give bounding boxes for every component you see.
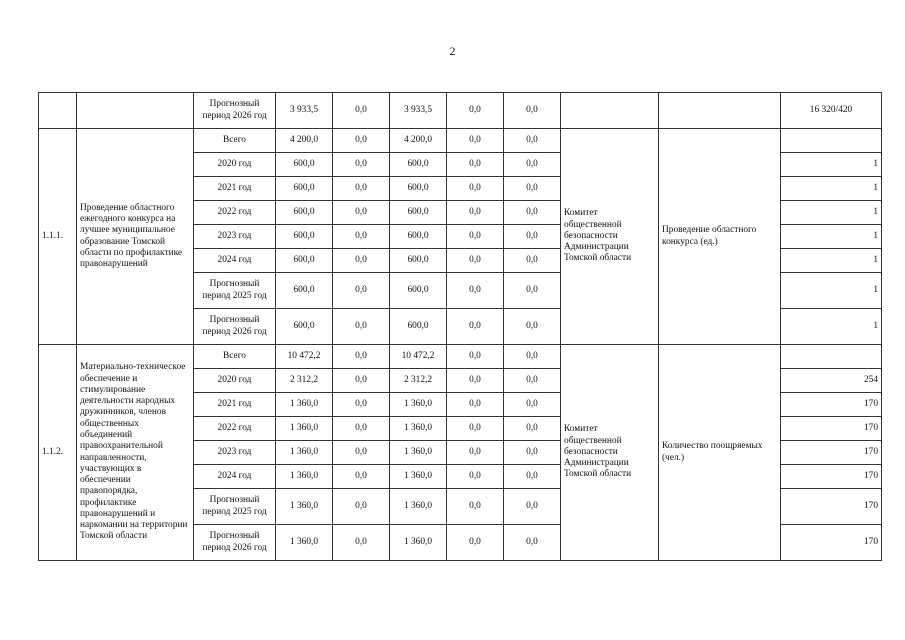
period-cell: 2024 год — [194, 465, 276, 489]
value-cell: 0,0 — [447, 441, 504, 465]
value-cell: 4 200,0 — [390, 129, 447, 153]
executor-cell — [561, 93, 659, 129]
value-cell: 0,0 — [333, 201, 390, 225]
value-cell: 0,0 — [504, 177, 561, 201]
value-cell: 1 360,0 — [276, 525, 333, 561]
value-cell: 0,0 — [504, 249, 561, 273]
name-cell — [77, 93, 194, 129]
indicator-value-cell: 1 — [781, 201, 882, 225]
value-cell: 0,0 — [333, 129, 390, 153]
value-cell: 0,0 — [333, 309, 390, 345]
item-number: 1.1.1. — [39, 129, 77, 345]
value-cell: 1 360,0 — [390, 417, 447, 441]
value-cell: 0,0 — [504, 417, 561, 441]
value-cell: 0,0 — [333, 369, 390, 393]
indicator-value-cell: 1 — [781, 273, 882, 309]
value-cell: 0,0 — [447, 393, 504, 417]
value-cell: 0,0 — [333, 489, 390, 525]
value-cell: 0,0 — [447, 249, 504, 273]
indicator-value-cell: 170 — [781, 393, 882, 417]
value-cell: 0,0 — [333, 465, 390, 489]
value-cell: 0,0 — [333, 441, 390, 465]
value-cell: 1 360,0 — [390, 489, 447, 525]
value-cell: 0,0 — [333, 393, 390, 417]
period-cell: Прогнозный период 2026 год — [194, 93, 276, 129]
value-cell: 0,0 — [504, 369, 561, 393]
page-number: 2 — [449, 44, 456, 58]
value-cell: 0,0 — [504, 153, 561, 177]
value-cell: 1 360,0 — [276, 393, 333, 417]
value-cell: 600,0 — [390, 249, 447, 273]
indicator-name-cell: Проведение областного конкурса (ед.) — [659, 129, 781, 345]
value-cell: 0,0 — [447, 153, 504, 177]
period-cell: 2024 год — [194, 249, 276, 273]
indicator-value-cell: 170 — [781, 465, 882, 489]
table-row — [39, 345, 882, 369]
value-cell: 0,0 — [447, 225, 504, 249]
value-cell: 0,0 — [447, 273, 504, 309]
value-cell: 1 360,0 — [390, 525, 447, 561]
value-cell: 0,0 — [504, 393, 561, 417]
indicator-value-cell: 254 — [781, 369, 882, 393]
indicator-value-cell: 170 — [781, 489, 882, 525]
value-cell: 2 312,2 — [390, 369, 447, 393]
value-cell: 0,0 — [447, 177, 504, 201]
period-cell: 2021 год — [194, 393, 276, 417]
value-cell: 0,0 — [333, 153, 390, 177]
value-cell: 600,0 — [276, 249, 333, 273]
value-cell: 0,0 — [447, 93, 504, 129]
period-cell: Прогнозный период 2026 год — [194, 309, 276, 345]
value-cell: 0,0 — [447, 201, 504, 225]
item-number: 1.1.2. — [39, 345, 77, 561]
value-cell: 0,0 — [504, 489, 561, 525]
period-cell: Прогнозный период 2025 год — [194, 273, 276, 309]
value-cell: 0,0 — [504, 441, 561, 465]
value-cell: 0,0 — [504, 309, 561, 345]
value-cell: 0,0 — [447, 489, 504, 525]
value-cell: 10 472,2 — [390, 345, 447, 369]
indicator-value-cell: 16 320/420 — [781, 93, 882, 129]
indicator-value-cell: 1 — [781, 153, 882, 177]
value-cell: 600,0 — [276, 153, 333, 177]
indicator-name-cell — [659, 93, 781, 129]
value-cell: 0,0 — [504, 465, 561, 489]
period-cell: Прогнозный период 2026 год — [194, 525, 276, 561]
value-cell: 0,0 — [333, 177, 390, 201]
value-cell: 600,0 — [390, 309, 447, 345]
period-cell: 2020 год — [194, 153, 276, 177]
item-name: Материально-техническое обеспечение и стимулирование деятельности народных дружинников, членов общественных объединений правоохранительной направленности, участвующих в обеспечении правопорядка, профилактике правонарушений и наркомании на территории Томской области — [77, 345, 194, 561]
value-cell: 0,0 — [504, 345, 561, 369]
period-cell: 2021 год — [194, 177, 276, 201]
value-cell: 0,0 — [447, 525, 504, 561]
value-cell: 0,0 — [447, 369, 504, 393]
value-cell: 0,0 — [447, 465, 504, 489]
value-cell: 0,0 — [504, 129, 561, 153]
value-cell: 600,0 — [390, 225, 447, 249]
indicator-value-cell: 1 — [781, 225, 882, 249]
value-cell: 0,0 — [333, 93, 390, 129]
value-cell: 3 933,5 — [276, 93, 333, 129]
period-cell: 2023 год — [194, 441, 276, 465]
value-cell: 600,0 — [390, 153, 447, 177]
period-cell: Всего — [194, 345, 276, 369]
indicator-value-cell: 170 — [781, 417, 882, 441]
value-cell: 0,0 — [333, 345, 390, 369]
value-cell: 0,0 — [333, 273, 390, 309]
value-cell: 3 933,5 — [390, 93, 447, 129]
indicator-value-cell: 170 — [781, 525, 882, 561]
value-cell: 0,0 — [447, 309, 504, 345]
value-cell: 1 360,0 — [276, 465, 333, 489]
value-cell: 1 360,0 — [276, 441, 333, 465]
value-cell: 600,0 — [276, 177, 333, 201]
value-cell: 0,0 — [504, 93, 561, 129]
item-name: Проведение областного ежегодного конкурса на лучшее муниципальное образование Томской области по профилактике правонарушений — [77, 129, 194, 345]
value-cell: 1 360,0 — [276, 489, 333, 525]
period-cell: 2022 год — [194, 201, 276, 225]
value-cell: 0,0 — [504, 273, 561, 309]
value-cell: 600,0 — [390, 273, 447, 309]
indicator-value-cell: 1 — [781, 309, 882, 345]
indicator-value-cell: 1 — [781, 249, 882, 273]
indicator-name-cell: Количество поощряемых (чел.) — [659, 345, 781, 561]
value-cell: 10 472,2 — [276, 345, 333, 369]
value-cell: 600,0 — [276, 201, 333, 225]
period-cell: Всего — [194, 129, 276, 153]
value-cell: 600,0 — [276, 225, 333, 249]
period-cell: 2020 год — [194, 369, 276, 393]
table-row — [39, 129, 882, 153]
value-cell: 0,0 — [333, 225, 390, 249]
value-cell: 0,0 — [447, 129, 504, 153]
num-cell — [39, 93, 77, 129]
value-cell: 600,0 — [276, 273, 333, 309]
value-cell: 0,0 — [333, 249, 390, 273]
indicator-value-cell: 170 — [781, 441, 882, 465]
value-cell: 0,0 — [447, 417, 504, 441]
value-cell: 600,0 — [276, 309, 333, 345]
program-table — [38, 92, 882, 561]
indicator-value-cell: 1 — [781, 177, 882, 201]
value-cell: 1 360,0 — [390, 393, 447, 417]
value-cell: 0,0 — [504, 525, 561, 561]
indicator-value-cell — [781, 129, 882, 153]
period-cell: 2023 год — [194, 225, 276, 249]
value-cell: 600,0 — [390, 201, 447, 225]
value-cell: 600,0 — [390, 177, 447, 201]
table-row — [39, 93, 882, 129]
period-cell: Прогнозный период 2025 год — [194, 489, 276, 525]
value-cell: 0,0 — [504, 201, 561, 225]
value-cell: 0,0 — [333, 525, 390, 561]
value-cell: 2 312,2 — [276, 369, 333, 393]
value-cell: 0,0 — [333, 417, 390, 441]
executor-cell: Комитет общественной безопасности Администрации Томской области — [561, 129, 659, 345]
value-cell: 0,0 — [447, 345, 504, 369]
value-cell: 4 200,0 — [276, 129, 333, 153]
period-cell: 2022 год — [194, 417, 276, 441]
indicator-value-cell — [781, 345, 882, 369]
executor-cell: Комитет общественной безопасности Администрации Томской области — [561, 345, 659, 561]
value-cell: 1 360,0 — [276, 417, 333, 441]
value-cell: 1 360,0 — [390, 441, 447, 465]
value-cell: 0,0 — [504, 225, 561, 249]
value-cell: 1 360,0 — [390, 465, 447, 489]
